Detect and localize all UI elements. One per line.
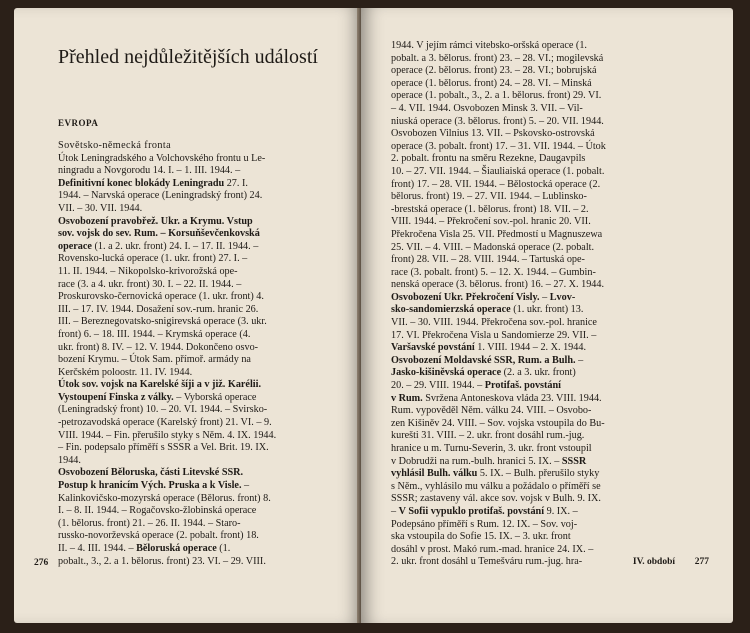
- text-line: [391, 367, 701, 380]
- text-line: [58, 455, 333, 468]
- text-segment: race (3. a 4. ukr. front) 30. I. – 22. II. 1944. –: [58, 278, 242, 290]
- left-body-text: [58, 140, 333, 568]
- bold-text-segment: Osvobození pravobřež. Ukr. a Krymu. Vstup: [58, 215, 253, 227]
- bold-text-segment: Osvobození Běloruska, části Litevské SSR.: [58, 467, 244, 479]
- subsection-heading: Sovětsko-německá fronta: [58, 140, 172, 151]
- text-segment: 2. pobalt. frontu na směru Rezekne, Daugavpils: [391, 153, 586, 165]
- text-segment: ningradu a Novgorodu 14. I. – 1. III. 1944. –: [58, 165, 241, 177]
- text-segment: zen Kišiněv 24. VIII. – Sov. vojska vstoupila do Bu-: [391, 417, 605, 429]
- text-segment: Svržena Antoneskova vláda 23. VIII. 1944.: [422, 392, 602, 404]
- text-line: [391, 355, 701, 368]
- text-segment: Rum. vypověděl Něm. válku 24. VIII. – Osvobo-: [391, 405, 592, 417]
- bold-text-segment: Vystoupení Finska z války.: [58, 391, 174, 403]
- text-line: [391, 405, 701, 418]
- text-line: [58, 165, 333, 178]
- text-segment: 20. – 29. VIII. 1944. –: [391, 380, 485, 392]
- text-segment: –: [391, 505, 399, 517]
- text-line: [58, 304, 333, 317]
- text-segment: operace (3. pobalt. front) 17. – 31. VII. 1944. – Útok: [391, 140, 606, 152]
- text-segment: 1944. V jejím rámci vitebsko-oršská operace (1.: [391, 40, 587, 51]
- text-segment: VII. – 30. VIII. 1944. Překročena sov.-pol. hranice: [391, 317, 597, 329]
- text-segment: operace (2. bělorus. front) 23. – 28. VI.; bobrujská: [391, 65, 597, 77]
- text-segment: Rovensko-lucká operace (1. ukr. front) 27. I. –: [58, 253, 248, 265]
- text-segment: -petrozavodská operace (Karelský front) 21. VI. – 9.: [58, 417, 272, 429]
- text-line: [58, 467, 333, 480]
- text-line: [391, 216, 701, 229]
- text-segment: 5. IX. – Bulh. přerušilo styky: [477, 468, 600, 480]
- text-segment: SSSR; zastaveny vál. akce sov. vojsk v Bulh. 9. IX.: [391, 493, 601, 505]
- text-line: [58, 253, 333, 266]
- text-segment: VIII. 1944. – Překročení sov.-pol. hranic 20. VII.: [391, 216, 591, 228]
- text-line: [391, 443, 701, 456]
- text-segment: III. – Bereznegovatsko-snigirevská operace (3. ukr.: [58, 316, 267, 328]
- text-segment: bělorus. front) 19. – 27. VII. 1944. – Lublinsko-: [391, 191, 587, 203]
- text-line: [391, 342, 701, 355]
- text-segment: nenská operace (3. bělorus. front) 16. – 27. X. 1944.: [391, 279, 605, 291]
- text-line: [391, 380, 701, 393]
- text-line: [391, 544, 701, 557]
- text-line: [391, 229, 701, 242]
- text-segment: 2. ukr. front dosáhl u Temešváru rum.-jug. hra-: [391, 556, 583, 568]
- bold-text-segment: Definitivní konec blokády Leningradu: [58, 177, 225, 189]
- text-segment: (Leningradský front) 10. – 20. VI. 1944. – Svirsko-: [58, 404, 268, 416]
- text-segment: 1. VIII. 1944 – 2. X. 1944.: [474, 342, 587, 354]
- text-segment: –: [241, 480, 250, 492]
- text-segment: niuská operace (3. bělorus. front) 5. – 20. VII. 1944.: [391, 115, 604, 127]
- bold-text-segment: Běloruská operace: [136, 543, 217, 554]
- text-line: [391, 304, 701, 317]
- text-segment: Kalinkovičsko-mozyrská operace (Bělorus. front) 8.: [58, 492, 271, 504]
- text-segment: 27. I.: [224, 177, 248, 189]
- text-line: [58, 404, 333, 417]
- text-line: [391, 242, 701, 255]
- text-segment: (1. a 2. ukr. front) 24. I. – 17. II. 1944. –: [91, 240, 259, 252]
- text-line: [391, 128, 701, 141]
- text-segment: bození Krymu. – Útok Sam. přímoř. armády na: [58, 354, 251, 366]
- text-line: [58, 430, 333, 443]
- left-text-lines: [58, 153, 333, 569]
- text-segment: (1. bělorus. front) 21. – 26. II. 1944. – Staro-: [58, 517, 241, 529]
- text-line: [58, 442, 333, 455]
- text-line: [391, 153, 701, 166]
- text-segment: –: [539, 291, 550, 303]
- text-segment: – Fin. podepsalo příměří s SSSR a Vel. Brit. 19. IX.: [58, 442, 269, 454]
- text-line: [58, 190, 333, 203]
- text-segment: pobalt., 3., 2. a 1. bělorus. front) 23. VI. – 29. VIII.: [58, 555, 266, 567]
- text-line: [391, 267, 701, 280]
- text-segment: 17. VI. Překročena Visla u Sandomierze 29. VII. –: [391, 329, 597, 341]
- text-line: [391, 292, 701, 305]
- right-body-text: [391, 40, 701, 569]
- text-segment: –: [575, 354, 584, 366]
- bold-text-segment: v Rum.: [391, 392, 423, 404]
- text-segment: VII. – 30. VII. 1944.: [58, 202, 143, 214]
- text-segment: -brestská operace (1. bělorus. front) 18. VII. – 2.: [391, 203, 589, 215]
- text-segment: operace (1. bělorus. front) 24. – 28. VI. – Minská: [391, 77, 592, 89]
- bold-text-segment: Varšavské povstání: [391, 342, 475, 354]
- text-segment: front) 28. VII. – 28. VIII. 1944. – Tartuská ope-: [391, 254, 585, 266]
- text-segment: 9. IX. –: [544, 505, 578, 517]
- text-line: [391, 254, 701, 267]
- text-line: [58, 279, 333, 292]
- text-line: [58, 392, 333, 405]
- text-segment: Útok Leningradského a Volchovského frontu u Le-: [58, 152, 266, 164]
- text-segment: Podepsáno příměří s Rum. 12. IX. – Sov. voj-: [391, 518, 578, 530]
- text-line: [58, 241, 333, 254]
- text-line: [391, 506, 701, 519]
- text-line: [58, 518, 333, 531]
- text-segment: (1. ukr. front) 13.: [510, 304, 584, 316]
- text-line: [391, 317, 701, 330]
- bold-text-segment: V Sofii vypuklo protifaš. povstání: [398, 505, 545, 517]
- text-line: [391, 116, 701, 129]
- text-line: [391, 531, 701, 544]
- left-page: [14, 8, 361, 623]
- text-line: [58, 342, 333, 355]
- bold-text-segment: Protifaš. povstání: [484, 380, 561, 392]
- text-line: [58, 379, 333, 392]
- text-line: [391, 40, 701, 53]
- text-segment: operace (1. pobalt., 3., 2. a 1. bělorus. front) 29. VI.: [391, 90, 602, 102]
- text-line: [391, 53, 701, 66]
- bold-text-segment: Lvov-: [549, 291, 576, 303]
- right-page: [361, 8, 733, 623]
- text-segment: I. – 8. II. 1944. – Rogačovsko-žlobinská operace: [58, 505, 257, 517]
- text-line: [58, 543, 333, 556]
- text-line: [58, 493, 333, 506]
- text-segment: race (3. pobalt. front) 5. – 12. X. 1944. – Gumbin-: [391, 266, 596, 278]
- text-line: [391, 90, 701, 103]
- text-segment: russko-novorževská operace (2. pobalt. front) 18.: [58, 530, 259, 542]
- text-segment: dosáhl v prost. Makó rum.-mad. hranice 24. IX. –: [391, 543, 594, 555]
- right-text-lines: [391, 40, 701, 569]
- text-line: [391, 481, 701, 494]
- text-line: [58, 480, 333, 493]
- text-line: [58, 417, 333, 430]
- text-line: [391, 468, 701, 481]
- text-line: [391, 78, 701, 91]
- bold-text-segment: sko-sandomierzská operace: [391, 304, 511, 316]
- text-line: [391, 330, 701, 343]
- page-number-right: 277: [694, 557, 709, 567]
- text-line: [391, 493, 701, 506]
- text-line: [58, 216, 333, 229]
- text-line: [391, 279, 701, 292]
- text-segment: (1.: [216, 543, 231, 554]
- text-line: [58, 329, 333, 342]
- text-segment: 11. II. 1944. – Nikopolsko-krivorožská ope-: [58, 265, 238, 277]
- bold-text-segment: Jasko-kišiněvská operace: [391, 367, 502, 379]
- text-line: [391, 65, 701, 78]
- bold-text-segment: Útok sov. vojsk na Karelské šíji a v již. Karélii.: [58, 379, 261, 391]
- text-segment: Osvobozen Vilnius 13. VII. – Pskovsko-ostrovská: [391, 128, 595, 140]
- text-segment: kurešti 31. VIII. – 2. ukr. front dosáhl rum.-jug.: [391, 430, 585, 442]
- page-title: Přehled nejdůležitějších událostí: [58, 46, 318, 68]
- text-segment: front) 6. – 18. III. 1944. – Krymská operace (4.: [58, 328, 251, 340]
- text-line: [391, 179, 701, 192]
- bold-text-segment: sov. vojsk do sev. Rum. – Korsuňševčenkovská: [58, 228, 260, 240]
- text-segment: 1944.: [58, 454, 81, 466]
- text-line: [58, 178, 333, 191]
- text-segment: s Něm., vyhlásilo mu válku a požádalo o příměří se: [391, 480, 601, 492]
- bold-text-segment: Osvobození Ukr. Překročení Visly.: [391, 291, 540, 303]
- text-line: [391, 141, 701, 154]
- bold-text-segment: Postup k hranicím Vých. Pruska a k Visle.: [58, 480, 242, 492]
- text-line: [58, 505, 333, 518]
- bold-text-segment: SSSR: [561, 455, 587, 467]
- text-line: [391, 418, 701, 431]
- bold-text-segment: Osvobození Moldavské SSR, Rum. a Bulh.: [391, 354, 576, 366]
- text-segment: (2. a 3. ukr. front): [501, 367, 576, 379]
- text-segment: – 4. VII. 1944. Osvobozen Minsk 3. VII. – Vil-: [391, 102, 583, 114]
- page-number-left: 276: [34, 558, 49, 568]
- text-segment: hranice u m. Turnu-Severin, 3. ukr. front vstoupil: [391, 443, 592, 454]
- text-segment: pobalt. a 3. bělorus. front) 23. – 28. VI.; mogilevská: [391, 52, 604, 64]
- text-line: [58, 228, 333, 241]
- text-line: [391, 191, 701, 204]
- text-segment: Kerčském poloostr. 11. IV. 1944.: [58, 366, 193, 378]
- section-heading: EVROPA: [58, 118, 99, 128]
- bold-text-segment: operace: [58, 240, 92, 252]
- text-line: [391, 430, 701, 443]
- text-line: [391, 393, 701, 406]
- text-segment: ukr. front) 8. IV. – 12. V. 1944. Dokončeno osvo-: [58, 341, 259, 353]
- text-line: [58, 266, 333, 279]
- text-segment: III. – 17. IV. 1944. Dosažení sov.-rum. hranic 26.: [58, 303, 259, 315]
- text-segment: v Dobrudži na rum.-bulh. hranici 5. IX. –: [391, 455, 562, 467]
- text-line: [58, 354, 333, 367]
- text-segment: ska vstoupila do Sofie 15. IX. – 3. ukr. front: [391, 531, 571, 543]
- text-segment: 25. VII. – 4. VIII. – Madonská operace (2. pobalt.: [391, 241, 595, 253]
- text-line: [58, 556, 333, 569]
- text-line: [391, 103, 701, 116]
- text-segment: VIII. 1944. – Fin. přerušilo styky s Něm. 4. IX. 1944.: [58, 429, 277, 441]
- text-line: [58, 291, 333, 304]
- text-segment: Proskurovsko-černovická operace (1. ukr. front) 4.: [58, 291, 264, 303]
- text-segment: Překročena Visla 25. VII. Předmostí u Magnuszewa: [391, 228, 603, 240]
- bold-text-segment: vyhlásil Bulh. válku: [391, 468, 478, 480]
- text-line: [58, 203, 333, 216]
- text-line: [391, 166, 701, 179]
- text-line: [391, 456, 701, 469]
- text-line: [58, 153, 333, 166]
- text-segment: front) 17. – 28. VII. 1944. – Bělostocká operace (2.: [391, 178, 601, 190]
- text-line: [58, 316, 333, 329]
- text-segment: II. – 4. III. 1944. –: [58, 543, 137, 554]
- text-segment: 10. – 27. VII. 1944. – Šiauliaiská operace (1. pobalt.: [391, 165, 605, 177]
- text-line: [58, 530, 333, 543]
- text-segment: 1944. – Narvská operace (Leningradský front) 24.: [58, 190, 263, 202]
- text-line: [391, 519, 701, 532]
- text-line: [391, 204, 701, 217]
- running-head: IV. období: [632, 557, 675, 567]
- text-line: [58, 367, 333, 380]
- text-segment: – Vyborská operace: [173, 391, 257, 403]
